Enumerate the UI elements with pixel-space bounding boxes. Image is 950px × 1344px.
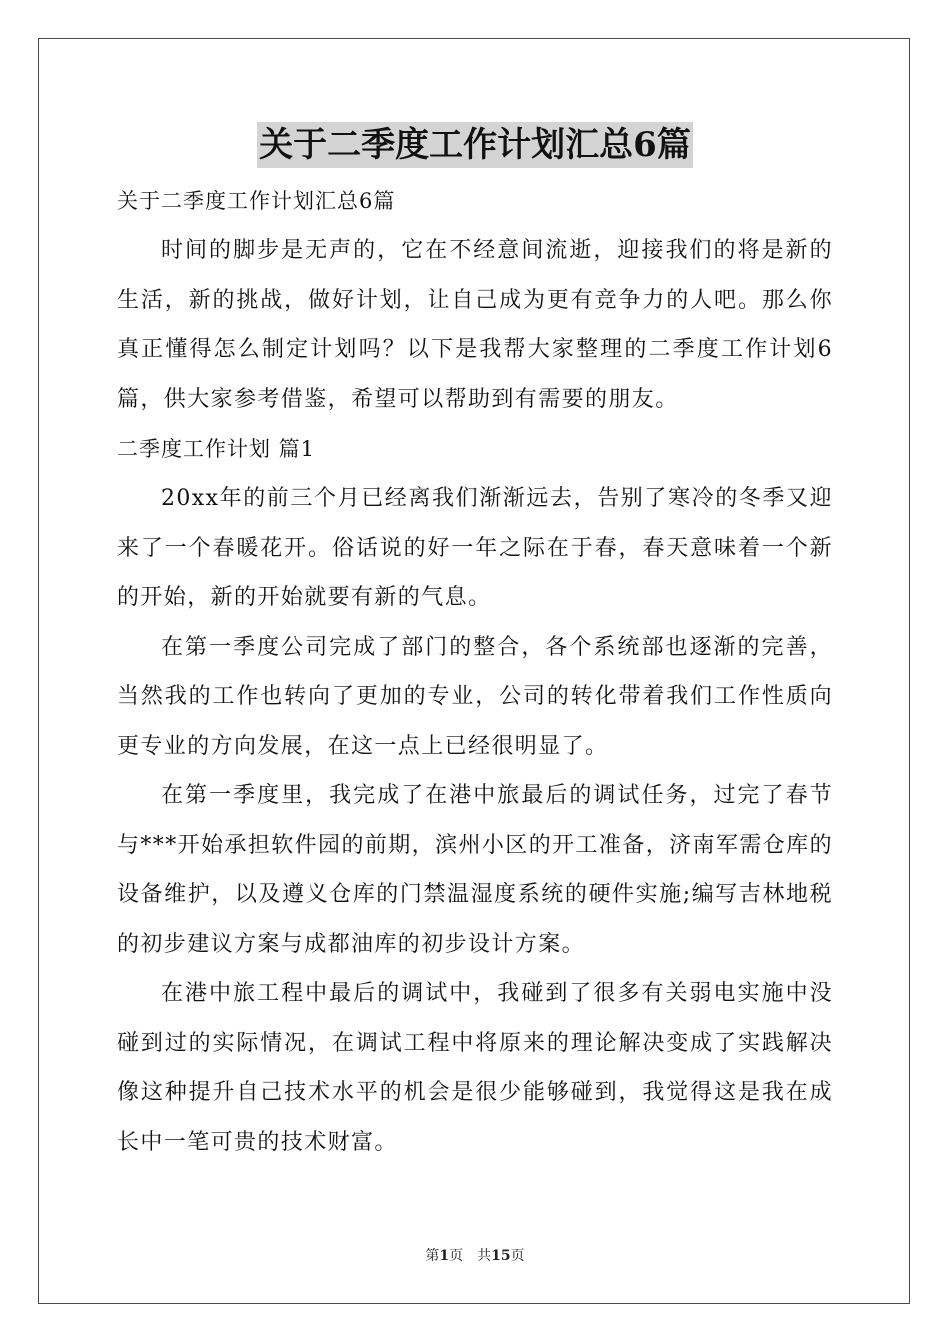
total-page-count: 15 (491, 1248, 511, 1264)
body-paragraph: 在第一季度公司完成了部门的整合，各个系统部也逐渐的完善，当然我的工作也转向了更加的专业，公司的转化带着我们工作性质向更专业的方向发展，在这一点上已经很明显了。 (117, 634, 833, 759)
page-suffix: 页 (449, 1248, 464, 1264)
page-footer (0, 1246, 950, 1266)
body-paragraph: 20xx年的前三个月已经离我们渐渐远去，告别了寒冷的冬季又迎来了一个春暖花开。俗话说的好一年之际在于春，春天意味着一个新的开始，新的开始就要有新的气息。 (117, 486, 833, 610)
body-paragraph: 在港中旅工程中最后的调试中，我碰到了很多有关弱电实施中没碰到过的实际情况，在调试工程中将原来的理论解决变成了实践解决像这种提升自己技术水平的机会是很少能够碰到，我觉得这是我在成长中一笔可贵的技术财富。 (117, 981, 833, 1155)
total-prefix: 共 (477, 1248, 492, 1264)
document-subtitle: 关于二季度工作计划汇总6篇 (117, 189, 396, 213)
document-body (117, 176, 833, 1167)
page-prefix: 第 (425, 1248, 440, 1264)
current-page-number: 1 (439, 1248, 450, 1264)
intro-paragraph: 时间的脚步是无声的，它在不经意间流逝，迎接我们的将是新的生活，新的挑战，做好计划，让自己成为更有竞争力的人吧。那么你真正懂得怎么制定计划吗？以下是我帮大家整理的二季度工作计划6篇，供大家参考借鉴，希望可以帮助到有需要的朋友。 (117, 238, 833, 412)
document-title: 关于二季度工作计划汇总6篇 (257, 122, 693, 168)
total-suffix: 页 (510, 1248, 525, 1264)
body-paragraph: 在第一季度里，我完成了在港中旅最后的调试任务，过完了春节与***开始承担软件园的前期，滨州小区的开工准备，济南军需仓库的设备维护，以及遵义仓库的门禁温湿度系统的硬件实施;编写吉林地税的初步建议方案与成都油库的初步设计方案。 (117, 783, 833, 957)
section-heading: 二季度工作计划 篇1 (117, 437, 316, 461)
title-container (0, 122, 950, 168)
